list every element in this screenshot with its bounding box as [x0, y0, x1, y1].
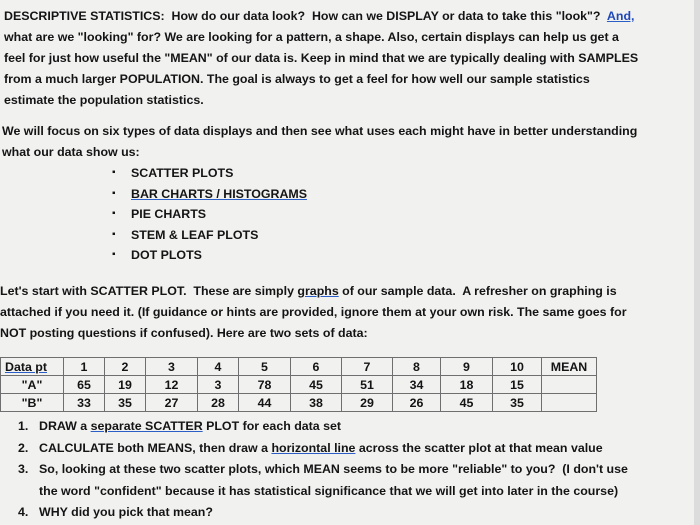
header-cell: 2: [105, 358, 146, 376]
header-cell: 4: [198, 358, 239, 376]
task-item: 4. WHY did you pick that mean?: [18, 505, 213, 519]
table-cell: 44: [239, 394, 291, 412]
table-cell: 35: [105, 394, 146, 412]
and-link[interactable]: And,: [606, 9, 635, 23]
table-cell: 12: [146, 376, 198, 394]
header-cell: 1: [64, 358, 105, 376]
list-item: ▪ PIE CHARTS: [112, 204, 307, 225]
intro-heading: DESCRIPTIVE STATISTICS:: [4, 9, 165, 23]
table-cell: 26: [393, 394, 441, 412]
scatter-intro-paragraph: Let's start with SCATTER PLOT. These are simply graphs of our sample data. A refresher on graphing is attached if you need it. (If guidance or hints are provided, ignore them at your own risk. The same goes for NOT posting questions if confused). Here are two sets of data:: [0, 284, 627, 340]
mean-header-cell: MEAN: [542, 358, 597, 376]
table-cell: 28: [198, 394, 239, 412]
task-item: 3. So, looking at these two scatter plots, which MEAN seems to be more "reliable" to you? (I don't use: [18, 462, 628, 476]
row-label-cell: "A": [1, 376, 64, 394]
header-cell: 10: [493, 358, 542, 376]
table-cell: 29: [342, 394, 393, 412]
horizontal-line-link[interactable]: horizontal line: [271, 440, 356, 455]
header-cell: 3: [146, 358, 198, 376]
header-cell: 7: [342, 358, 393, 376]
table-cell: 78: [239, 376, 291, 394]
table-cell: 34: [393, 376, 441, 394]
table-cell: 19: [105, 376, 146, 394]
table-cell: 45: [441, 394, 493, 412]
separate-scatter-link[interactable]: separate SCATTER: [90, 419, 203, 433]
header-cell: 9: [441, 358, 493, 376]
table-cell: 35: [493, 394, 542, 412]
table-row: [1, 376, 597, 394]
header-cell: 6: [291, 358, 342, 376]
intro-paragraph: DESCRIPTIVE STATISTICS: How do our data look? How can we DISPLAY or data to take this "look"? And, what are we "looking" for? We are looking for a pattern, a shape. Also, certain displays can help us get a feel for just how useful the "MEAN" of our data is. Keep in mind that we are typically dealing with SAMPLES from a much larger POPULATION. The goal is always to get a feel for how well our sample statistics estimate the population statistics.: [4, 9, 639, 107]
mean-cell-a[interactable]: [542, 376, 597, 394]
table-cell: 27: [146, 394, 198, 412]
table-row: [1, 394, 597, 412]
display-types-list: [112, 163, 307, 266]
table-cell: 65: [64, 376, 105, 394]
row-label-cell: "B": [1, 394, 64, 412]
table-cell: 18: [441, 376, 493, 394]
table-cell: 51: [342, 376, 393, 394]
table-cell: 33: [64, 394, 105, 412]
list-item: ▪ SCATTER PLOTS: [112, 163, 307, 184]
table-cell: 45: [291, 376, 342, 394]
list-item: ▪ DOT PLOTS: [112, 245, 307, 266]
table-cell: 3: [198, 376, 239, 394]
task-item: 1. DRAW a separate SCATTER PLOT for each data set: [18, 419, 342, 433]
list-item: ▪ BAR CHARTS / HISTOGRAMS: [112, 184, 307, 205]
table-cell: 38: [291, 394, 342, 412]
header-cell: 8: [393, 358, 441, 376]
graphs-link[interactable]: graphs: [297, 284, 339, 298]
table-cell: 15: [493, 376, 542, 394]
list-item: ▪ STEM & LEAF PLOTS: [112, 225, 307, 246]
task-item: 2. CALCULATE both MEANS, then draw a horizontal line across the scatter plot at that mean value: [18, 440, 603, 455]
mean-cell-b[interactable]: [542, 394, 597, 412]
header-label-cell: Data pt: [1, 358, 64, 376]
focus-paragraph: We will focus on six types of data displays and then see what uses each might have in better understanding what our data show us:: [2, 124, 638, 159]
data-table: [0, 357, 597, 412]
task-list: [18, 416, 628, 524]
header-cell: 5: [239, 358, 291, 376]
task-item-continuation: the word "confident" because it has statistical significance that we will get into later in the course): [39, 483, 619, 498]
table-header-row: [1, 358, 597, 376]
page-edge: [694, 0, 700, 525]
